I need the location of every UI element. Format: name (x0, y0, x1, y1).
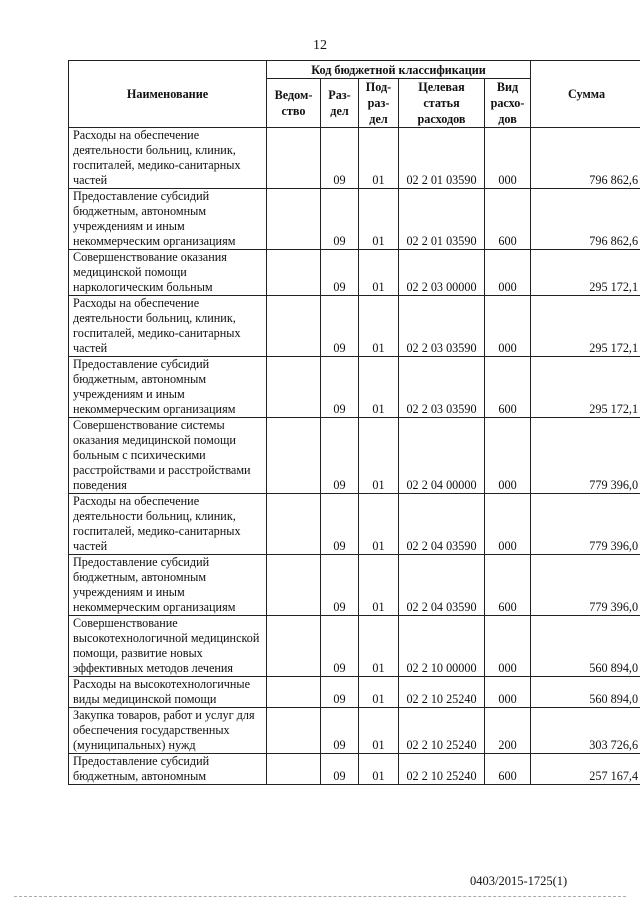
cell-dept (267, 296, 321, 357)
cell-section: 09 (321, 677, 359, 708)
table-body (69, 128, 640, 785)
cell-dept (267, 494, 321, 555)
header-classification-group: Код бюджетной классификации (267, 61, 531, 79)
table-row (69, 357, 640, 418)
cell-section: 09 (321, 708, 359, 754)
cell-subsection: 01 (359, 754, 399, 785)
cell-subsection: 01 (359, 616, 399, 677)
cell-section: 09 (321, 250, 359, 296)
table-row (69, 296, 640, 357)
table-row (69, 555, 640, 616)
cell-sum: 295 172,1 (531, 296, 640, 357)
header-target: Целевая статья расходов (399, 79, 485, 128)
cell-subsection: 01 (359, 128, 399, 189)
cell-subsection: 01 (359, 555, 399, 616)
cell-dept (267, 754, 321, 785)
cell-dept (267, 418, 321, 494)
cell-target: 02 2 10 25240 (399, 677, 485, 708)
cell-name: Предоставление субсидий бюджетным, автономным (69, 754, 267, 785)
table-row (69, 128, 640, 189)
cell-name: Расходы на обеспечение деятельности больниц, клиник, госпиталей, медико-санитарных частей (69, 494, 267, 555)
cell-sum: 779 396,0 (531, 494, 640, 555)
cell-name: Предоставление субсидий бюджетным, автономным учреждениям и иным некоммерческим организациям (69, 189, 267, 250)
cell-section: 09 (321, 616, 359, 677)
cell-subsection: 01 (359, 250, 399, 296)
cell-sum: 560 894,0 (531, 677, 640, 708)
cell-target: 02 2 10 00000 (399, 616, 485, 677)
cell-type: 200 (485, 708, 531, 754)
cell-target: 02 2 03 03590 (399, 296, 485, 357)
cell-target: 02 2 04 03590 (399, 555, 485, 616)
bottom-divider (14, 896, 626, 897)
cell-section: 09 (321, 418, 359, 494)
table-row (69, 494, 640, 555)
cell-target: 02 2 04 00000 (399, 418, 485, 494)
cell-name: Совершенствование высокотехнологичной медицинской помощи, развитие новых эффективных методов лечения (69, 616, 267, 677)
cell-name: Расходы на обеспечение деятельности больниц, клиник, госпиталей, медико-санитарных частей (69, 128, 267, 189)
cell-subsection: 01 (359, 708, 399, 754)
cell-name: Предоставление субсидий бюджетным, автономным учреждениям и иным некоммерческим организациям (69, 555, 267, 616)
cell-sum: 295 172,1 (531, 250, 640, 296)
cell-type: 600 (485, 189, 531, 250)
cell-subsection: 01 (359, 418, 399, 494)
header-sum: Сумма (531, 61, 640, 128)
cell-sum: 796 862,6 (531, 189, 640, 250)
cell-sum: 560 894,0 (531, 616, 640, 677)
cell-dept (267, 357, 321, 418)
table-row (69, 616, 640, 677)
cell-dept (267, 616, 321, 677)
table-row (69, 677, 640, 708)
cell-sum: 257 167,4 (531, 754, 640, 785)
cell-subsection: 01 (359, 494, 399, 555)
cell-type: 000 (485, 296, 531, 357)
cell-sum: 779 396,0 (531, 555, 640, 616)
table-header (69, 61, 640, 128)
cell-name: Совершенствование оказания медицинской помощи наркологическим больным (69, 250, 267, 296)
cell-type: 000 (485, 677, 531, 708)
header-type: Вид расхо-дов (485, 79, 531, 128)
table-row (69, 189, 640, 250)
cell-type: 000 (485, 418, 531, 494)
cell-type: 600 (485, 555, 531, 616)
cell-section: 09 (321, 754, 359, 785)
cell-target: 02 2 03 03590 (399, 357, 485, 418)
cell-type: 000 (485, 250, 531, 296)
cell-dept (267, 708, 321, 754)
cell-subsection: 01 (359, 357, 399, 418)
cell-type: 000 (485, 128, 531, 189)
cell-subsection: 01 (359, 677, 399, 708)
cell-type: 600 (485, 357, 531, 418)
cell-section: 09 (321, 357, 359, 418)
cell-sum: 796 862,6 (531, 128, 640, 189)
table-row (69, 708, 640, 754)
cell-subsection: 01 (359, 189, 399, 250)
cell-type: 000 (485, 494, 531, 555)
header-dept: Ведом-ство (267, 79, 321, 128)
cell-dept (267, 128, 321, 189)
header-section: Раз-дел (321, 79, 359, 128)
cell-section: 09 (321, 494, 359, 555)
cell-type: 000 (485, 616, 531, 677)
cell-dept (267, 189, 321, 250)
cell-name: Предоставление субсидий бюджетным, автономным учреждениям и иным некоммерческим организациям (69, 357, 267, 418)
cell-section: 09 (321, 189, 359, 250)
cell-section: 09 (321, 555, 359, 616)
cell-dept (267, 555, 321, 616)
cell-target: 02 2 04 03590 (399, 494, 485, 555)
page-number: 12 (313, 38, 327, 53)
table-row (69, 250, 640, 296)
table-row (69, 754, 640, 785)
cell-dept (267, 250, 321, 296)
cell-target: 02 2 03 00000 (399, 250, 485, 296)
header-subsection: Под-раз-дел (359, 79, 399, 128)
cell-target: 02 2 10 25240 (399, 708, 485, 754)
budget-table (68, 60, 640, 785)
cell-type: 600 (485, 754, 531, 785)
cell-name: Расходы на обеспечение деятельности больниц, клиник, госпиталей, медико-санитарных частей (69, 296, 267, 357)
header-name: Наименование (69, 61, 267, 128)
cell-name: Расходы на высокотехнологичные виды медицинской помощи (69, 677, 267, 708)
cell-target: 02 2 10 25240 (399, 754, 485, 785)
cell-name: Совершенствование системы оказания медицинской помощи больным с психическими расстройствами и расстройствами поведения (69, 418, 267, 494)
table-row (69, 418, 640, 494)
cell-sum: 295 172,1 (531, 357, 640, 418)
cell-section: 09 (321, 128, 359, 189)
cell-sum: 303 726,6 (531, 708, 640, 754)
cell-target: 02 2 01 03590 (399, 128, 485, 189)
cell-dept (267, 677, 321, 708)
cell-sum: 779 396,0 (531, 418, 640, 494)
cell-section: 09 (321, 296, 359, 357)
cell-name: Закупка товаров, работ и услуг для обеспечения государственных (муниципальных) нужд (69, 708, 267, 754)
cell-subsection: 01 (359, 296, 399, 357)
cell-target: 02 2 01 03590 (399, 189, 485, 250)
document-code: 0403/2015-1725(1) (470, 874, 568, 888)
